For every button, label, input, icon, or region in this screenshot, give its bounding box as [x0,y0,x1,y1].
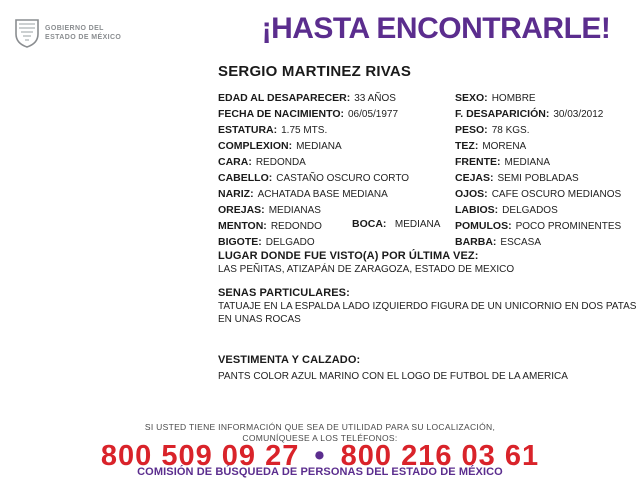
page-title: ¡HASTA ENCONTRARLE! [261,12,611,45]
field-label: MENTON: [218,220,267,232]
detail-row [218,121,448,137]
field-value: DELGADO [265,237,315,248]
field-value: ESCASA [500,237,541,248]
section-last-seen [218,250,640,277]
field-label: CEJAS: [455,172,494,184]
field-value: DELGADOS [502,205,558,216]
phone-number-2: 800 216 03 61 [340,440,540,472]
footer-info-line1: SI USTED TIENE INFORMACIÓN QUE SEA DE UTILIDAD PARA SU LOCALIZACIÓN, [144,422,496,432]
coat-of-arms-icon [14,18,40,48]
field-value: 78 KGS. [491,125,530,136]
section-value: LAS PEÑITAS, ATIZAPÁN DE ZARAGOZA, ESTADO DE MEXICO [218,264,515,275]
field-value: HOMBRE [491,93,536,104]
field-label: SEXO: [455,92,488,104]
field-label: FECHA DE NACIMIENTO: [218,108,344,120]
field-label: FRENTE: [455,156,501,168]
field-value: MEDIANA [296,141,342,152]
detail-row [455,153,635,169]
detail-row [218,105,448,121]
commission-name: COMISIÓN DE BÚSQUEDA DE PERSONAS DEL ESTADO DE MÉXICO [137,466,503,478]
field-value: 33 AÑOS [354,93,396,104]
field-label: CARA: [218,156,252,168]
field-label: F. DESAPARICIÓN: [455,108,550,120]
field-value: 1.75 MTS. [281,125,328,136]
field-label: BARBA: [455,236,497,248]
detail-row [455,201,635,217]
detail-row [218,169,448,185]
phone-separator-dot: • [314,440,326,472]
field-label: BIGOTE: [218,236,262,248]
details-right-column [455,89,635,249]
field-label: EDAD AL DESAPARECER: [218,92,351,104]
field-value: REDONDO [270,221,322,232]
field-label: NARIZ: [218,188,254,200]
field-value: 30/03/2012 [553,109,604,120]
detail-row [218,89,448,105]
detail-row [455,105,635,121]
field-value: CASTAÑO OSCURO CORTO [276,173,410,184]
section-label: LUGAR DONDE FUE VISTO(A) POR ÚLTIMA VEZ: [218,250,479,262]
field-label: COMPLEXION: [218,140,293,152]
section-label: VESTIMENTA Y CALZADO: [218,354,361,366]
field-value: MEDIANA [394,219,441,230]
footer-info-line2: COMUNÍQUESE A LOS TELÉFONOS: [242,432,398,443]
detail-row [218,185,448,201]
detail-row [455,217,635,233]
detail-row [455,137,635,153]
field-value: MORENA [482,141,527,152]
detail-row [455,185,635,201]
person-name: SERGIO MARTINEZ RIVAS [218,63,412,80]
section-clothing [218,354,640,384]
section-value: PANTS COLOR AZUL MARINO CON EL LOGO DE FUTBOL DE LA AMERICA [218,371,568,382]
field-value: ACHATADA BASE MEDIANA [257,189,388,200]
detail-row [455,89,635,105]
field-value: POCO PROMINENTES [515,221,622,232]
logo-line1: GOBIERNO DEL [45,24,104,32]
detail-row [455,233,635,249]
field-value: 06/05/1977 [348,109,399,120]
field-value: CAFE OSCURO MEDIANOS [491,189,622,200]
section-label: SENAS PARTICULARES: [218,287,350,299]
detail-row [218,137,448,153]
field-value: MEDIANAS [268,205,321,216]
field-label: POMULOS: [455,220,512,232]
field-label: BOCA: [352,218,387,230]
detail-row [218,153,448,169]
field-label: PESO: [455,124,488,136]
detail-row [455,169,635,185]
field-value: REDONDA [255,157,306,168]
logo-text [45,24,121,43]
field-label: LABIOS: [455,204,499,216]
detail-row [455,121,635,137]
field-label: TEZ: [455,140,479,152]
field-label: ESTATURA: [218,124,278,136]
detail-row [352,215,440,231]
field-label: CABELLO: [218,172,273,184]
phone-number-1: 800 509 09 27 [100,440,300,472]
field-value: SEMI POBLADAS [497,173,579,184]
detail-row [218,233,448,249]
estado-de-mexico-logo [14,18,121,48]
field-label: OREJAS: [218,204,265,216]
logo-line2: ESTADO DE MÉXICO [45,34,122,41]
field-value: MEDIANA [504,157,551,168]
field-label: OJOS: [455,188,488,200]
section-distinguishing-marks [218,287,640,326]
section-value: TATUAJE EN LA ESPALDA LADO IZQUIERDO FIGURA DE UN UNICORNIO EN DOS PATAS EN UNAS ROCAS [218,301,637,325]
